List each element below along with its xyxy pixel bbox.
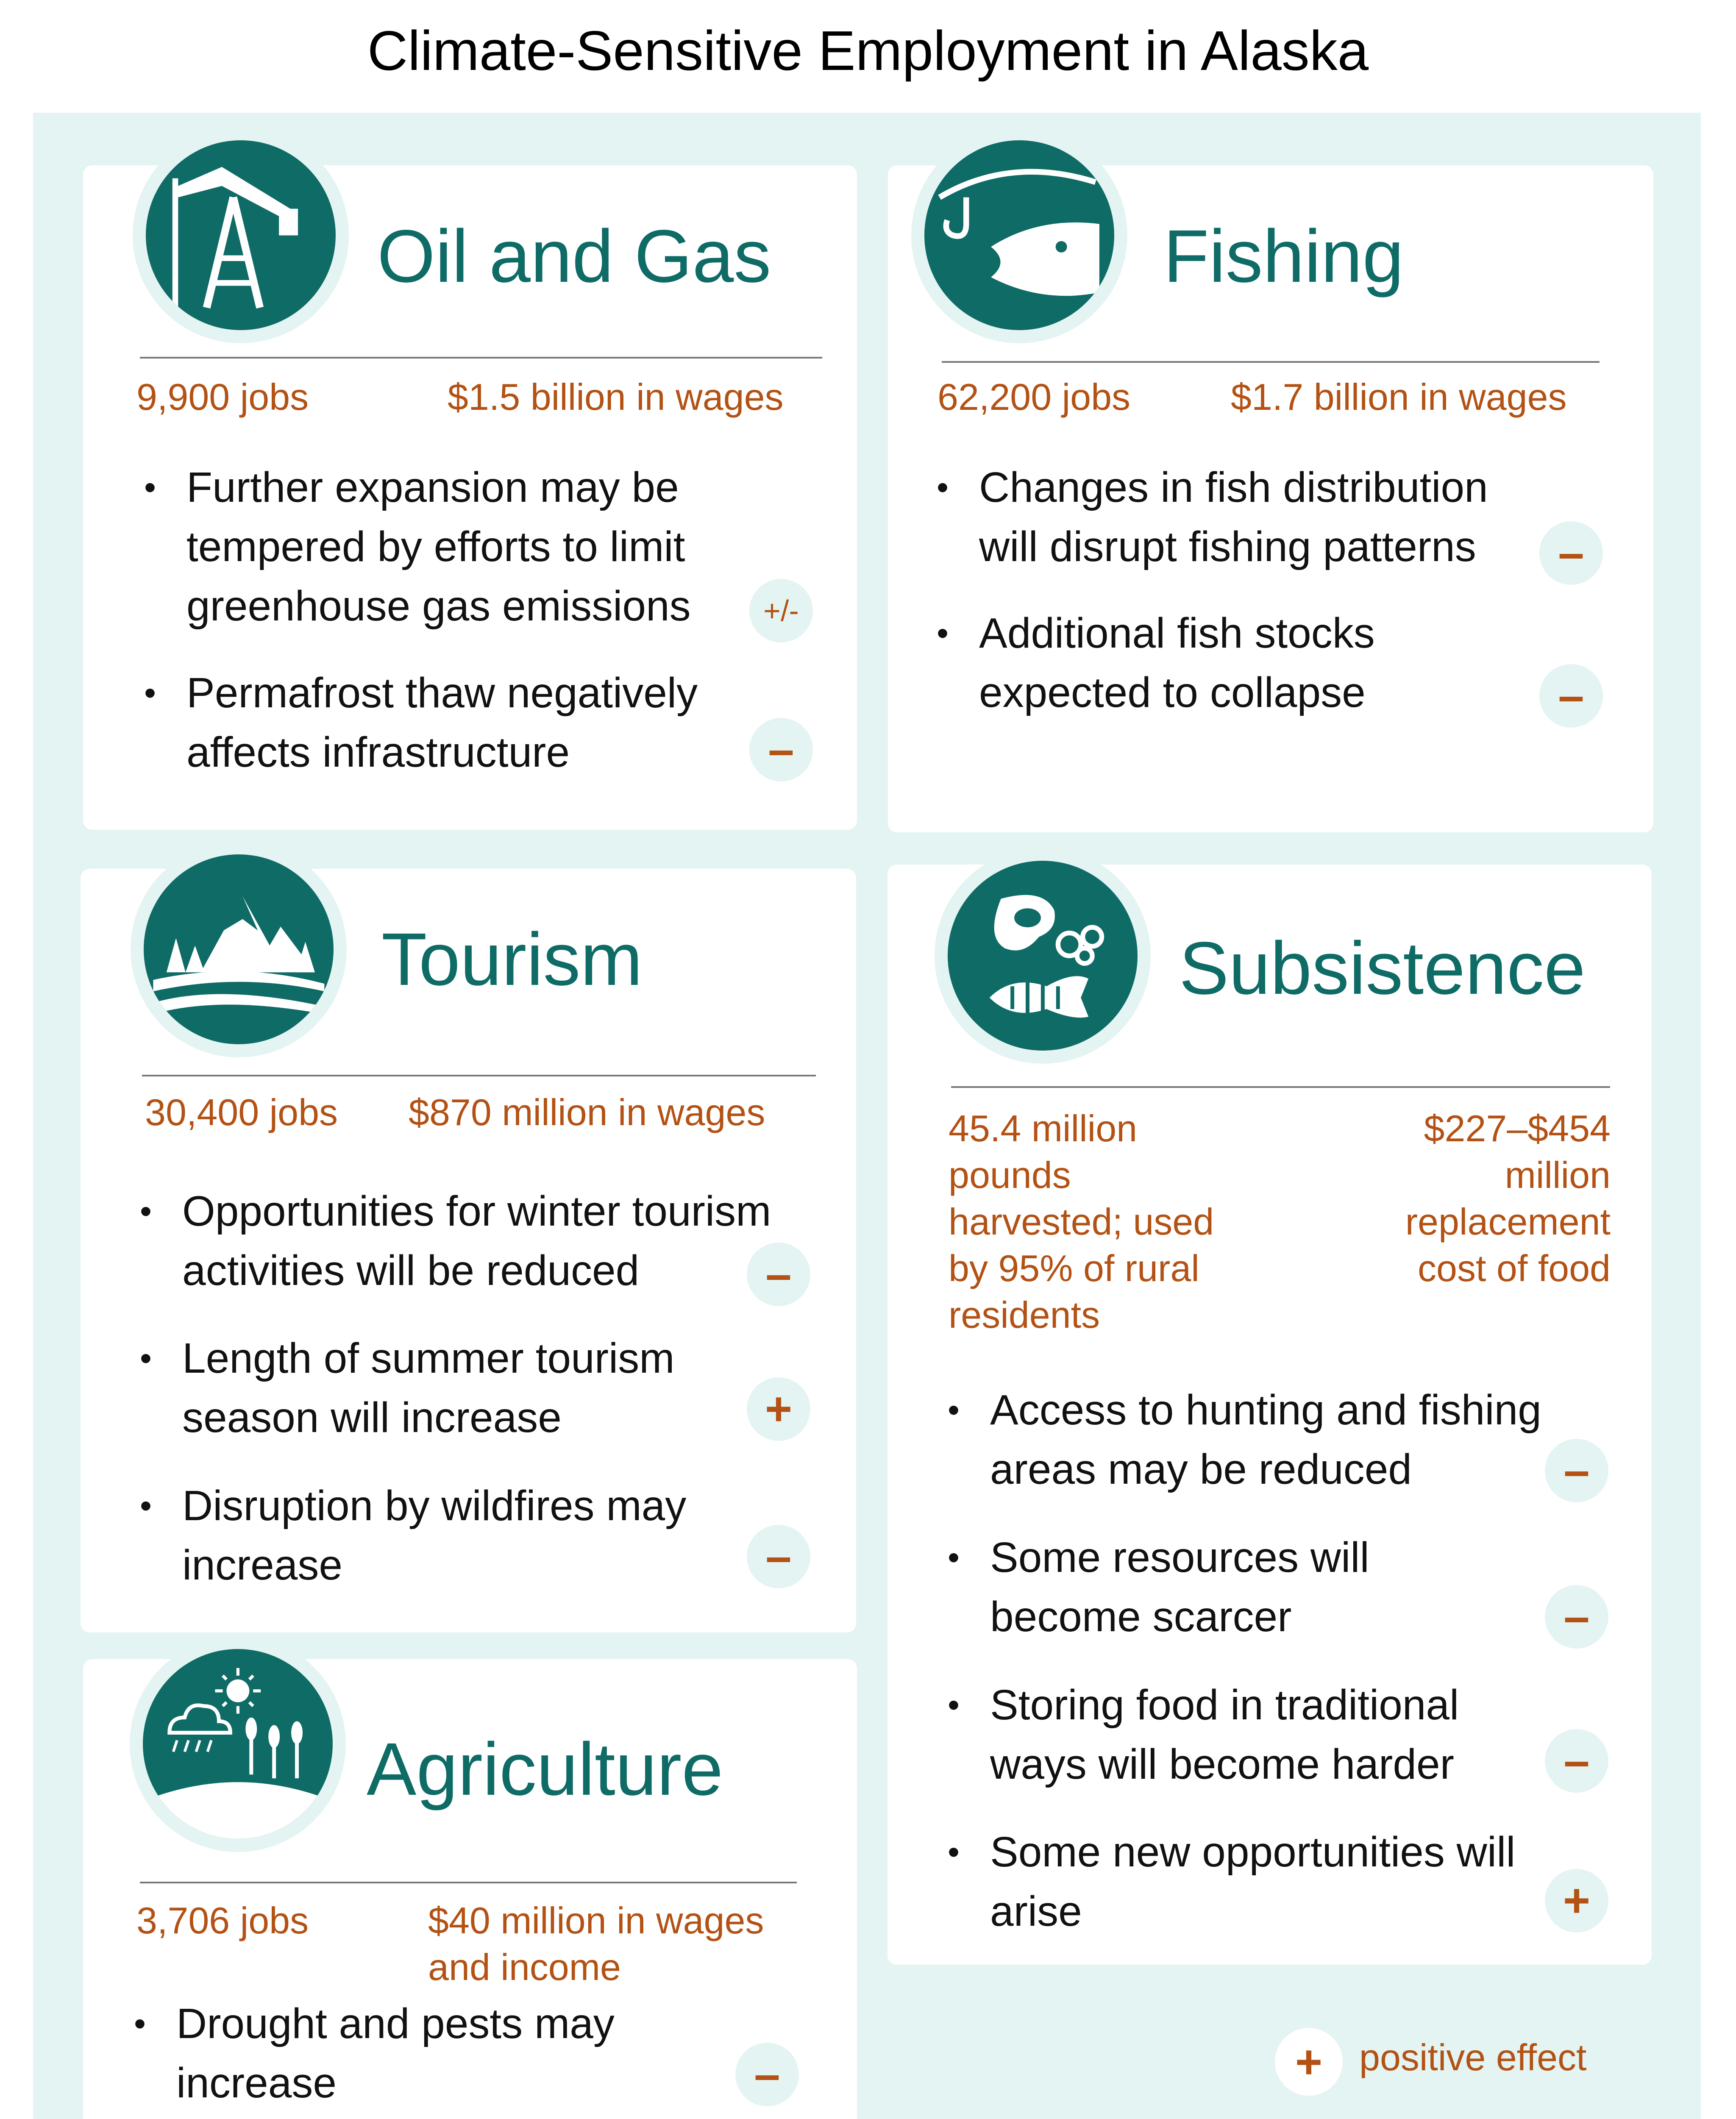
sector-title-agriculture: Agriculture (367, 1728, 723, 1811)
minus-icon: – (747, 1525, 810, 1588)
bullet-item: • Opportunities for winter tourism activities will be reduced (140, 1187, 771, 1294)
legend-plus-icon: + (1275, 2028, 1343, 2096)
mountains-icon (131, 841, 347, 1057)
bullet-item: • Some new opportunities will arise (948, 1828, 1516, 1935)
minus-icon: – (749, 718, 813, 781)
wages-amount: $1.5 billion in wages (448, 376, 784, 418)
plus-icon: + (747, 1377, 810, 1441)
wages-amount: $1.7 billion in wages (1231, 376, 1567, 418)
divider (140, 357, 822, 359)
sector-title-subsistence: Subsistence (1179, 927, 1586, 1010)
plus-icon: + (1545, 1869, 1608, 1933)
minus-icon: – (1545, 1439, 1608, 1502)
divider (142, 1075, 816, 1076)
bullet-item: • Disruption by wildfires may increase (140, 1482, 687, 1589)
sector-title-oil-gas: Oil and Gas (377, 215, 771, 298)
bullet-item: • Further expansion may be tempered by efforts to limit greenhouse gas emissions (144, 464, 691, 630)
oil-pump-icon (133, 127, 349, 343)
bullet-item: • Access to hunting and fishing areas may be reduced (948, 1386, 1541, 1493)
bullet-item: • Drought and pests may increase (134, 2000, 615, 2107)
sector-title-fishing: Fishing (1163, 215, 1404, 298)
bullet-item: • Changes in fish distribution will disrupt fishing patterns (937, 464, 1488, 570)
jobs-count: 9,900 jobs (136, 376, 309, 418)
minus-icon: – (735, 2043, 799, 2106)
jobs-count: 62,200 jobs (938, 376, 1131, 418)
mixed-effect-icon: +/- (749, 579, 813, 642)
wages-amount: $870 million in wages (409, 1091, 765, 1133)
subsistence-food-icon (935, 848, 1151, 1064)
bullet-item: • Some resources will become scarcer (948, 1534, 1369, 1641)
minus-icon: – (1545, 1729, 1608, 1793)
page-title: Climate-Sensitive Employment in Alaska (367, 19, 1369, 82)
minus-icon: – (1545, 1585, 1608, 1649)
bullet-item: • Additional fish stocks expected to collapse (937, 609, 1375, 716)
minus-icon: – (1539, 664, 1603, 728)
replacement-cost-stat: $227–$454 million replacement cost of food (1405, 1107, 1611, 1289)
crops-weather-icon (130, 1636, 346, 1852)
wages-amount: $40 million in wages and income (428, 1899, 764, 1988)
divider (140, 1882, 797, 1883)
harvest-stat: 45.4 million pounds harvested; used by 95% of rural residents (949, 1107, 1214, 1336)
fish-hook-icon (911, 127, 1127, 343)
divider (951, 1086, 1610, 1088)
sector-title-tourism: Tourism (381, 918, 643, 1001)
jobs-count: 30,400 jobs (145, 1091, 338, 1133)
divider (942, 361, 1600, 363)
minus-icon: – (1539, 521, 1603, 585)
bullet-item: • Length of summer tourism season will increase (140, 1335, 675, 1441)
bullet-item: • Permafrost thaw negatively affects infrastructure (144, 669, 698, 776)
bullet-item: • Storing food in traditional ways will become harder (948, 1681, 1459, 1788)
minus-icon: – (747, 1243, 810, 1306)
legend-positive-label: positive effect (1359, 2036, 1587, 2078)
jobs-count: 3,706 jobs (136, 1899, 309, 1941)
